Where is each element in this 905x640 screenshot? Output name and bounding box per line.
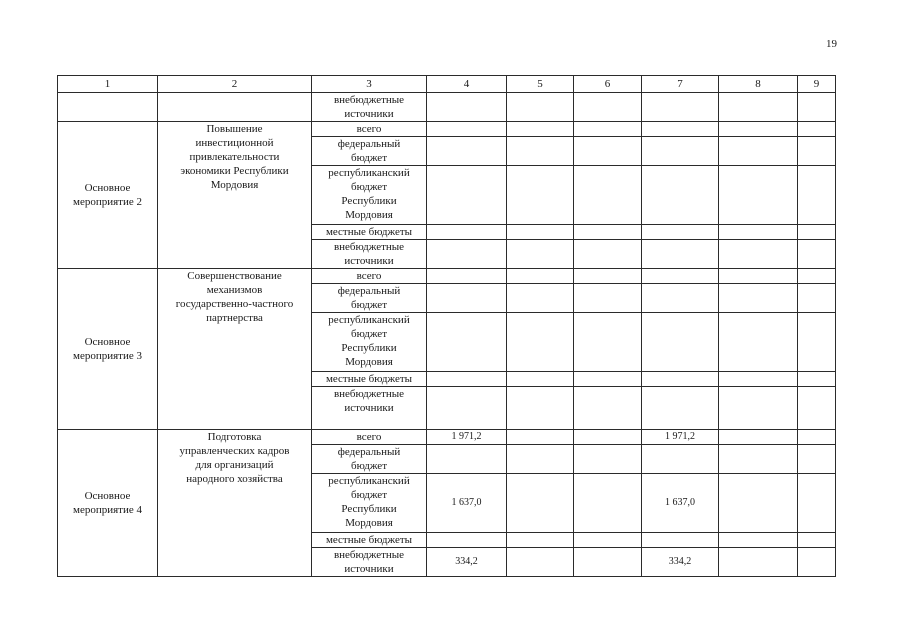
col-header-3: 3 [312,76,427,93]
col-header-4: 4 [427,76,507,93]
col-header-2: 2 [158,76,312,93]
page-number: 19 [826,38,837,50]
source-label: местные бюджеты [312,533,427,548]
source-label: местные бюджеты [312,372,427,387]
source-label: всего [312,122,427,137]
value-cell: 1 637,0 [427,474,507,533]
table-row [58,122,836,137]
event-name: Основное мероприятие 2 [58,122,158,269]
source-label: всего [312,430,427,445]
col-header-6: 6 [574,76,642,93]
event-name: Основное мероприятие 3 [58,269,158,430]
value-cell: 1 971,2 [642,430,719,445]
budget-table [57,75,836,577]
col-header-5: 5 [507,76,574,93]
event-name: Основное мероприятие 4 [58,430,158,577]
source-label: внебюджетные источники [312,548,427,577]
value-cell: 1 971,2 [427,430,507,445]
source-label: федеральный бюджет [312,445,427,474]
source-label: внебюджетные источники [312,93,427,122]
source-label: внебюджетные источники [312,387,427,430]
table-row [58,93,836,122]
source-label: местные бюджеты [312,225,427,240]
event-description: Повышение инвестиционной привлекательности экономики Республики Мордовия [158,122,312,269]
value-cell: 1 637,0 [642,474,719,533]
source-label: федеральный бюджет [312,284,427,313]
col-header-9: 9 [798,76,836,93]
source-label: федеральный бюджет [312,137,427,166]
value-cell: 334,2 [427,548,507,577]
source-label: внебюджетные источники [312,240,427,269]
value-cell: 334,2 [642,548,719,577]
event-description: Совершенствование механизмов государственно-частного партнерства [158,269,312,430]
header-row [58,76,836,93]
table-row [58,430,836,445]
source-label: республиканский бюджет Республики Мордовия [312,313,427,372]
event-description: Подготовка управленческих кадров для организаций народного хозяйства [158,430,312,577]
col-header-8: 8 [719,76,798,93]
table-row [58,269,836,284]
source-label: республиканский бюджет Республики Мордовия [312,166,427,225]
source-label: республиканский бюджет Республики Мордовия [312,474,427,533]
col-header-7: 7 [642,76,719,93]
source-label: всего [312,269,427,284]
col-header-1: 1 [58,76,158,93]
